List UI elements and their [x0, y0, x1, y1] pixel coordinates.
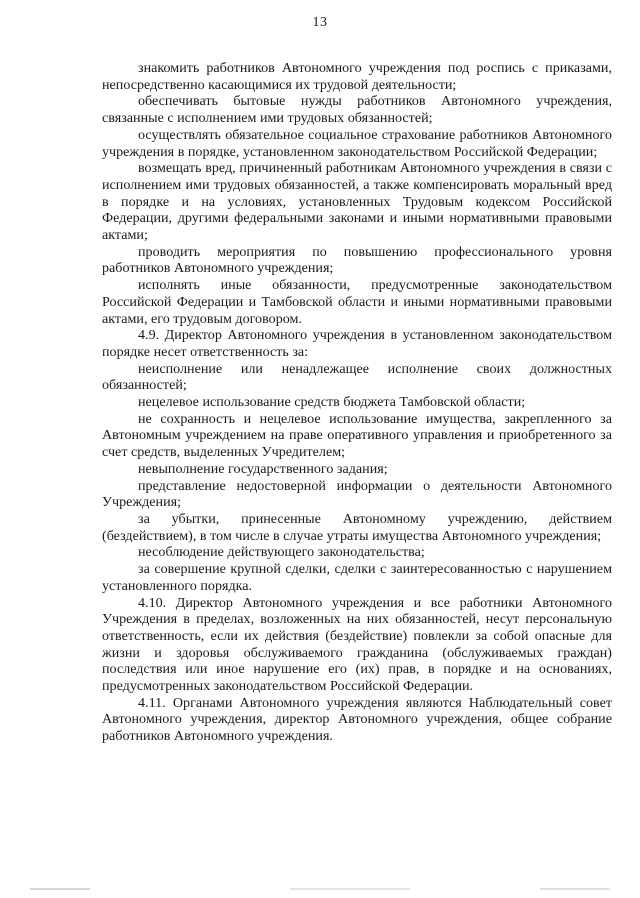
page-number: 13 [312, 15, 328, 30]
paragraph: за убытки, принесенные Автономному учреждению, действием (бездействием), в том числе в случае утраты имущества Автономного учреждения; [102, 510, 612, 544]
paragraph: обеспечивать бытовые нужды работников Автономного учреждения, связанные с исполнением ими трудовых обязанностей; [102, 93, 612, 127]
section-4-9-paragraph: 4.9. Директор Автономного учреждения в установленном законодательством порядке несет ответственность за: [102, 327, 612, 360]
paragraph: нецелевое использование средств бюджета Тамбовской области; [138, 394, 526, 411]
document-body [102, 60, 612, 745]
paragraph: несоблюдение действующего законодательства; [138, 544, 425, 561]
section-4-11-paragraph: 4.11. Органами Автономного учреждения являются Наблюдательный совет Автономного учреждения, директор Автономного учреждения, общее собрание работников Автономного учреждения. [102, 694, 612, 745]
paragraph: проводить мероприятия по повышению профессионального уровня работников Автономного учреждения; [102, 243, 612, 277]
paragraph: невыполнение государственного задания; [138, 460, 388, 477]
paragraph: неисполнение или ненадлежащее исполнение своих должностных обязанностей; [102, 360, 612, 394]
paragraph: осуществлять обязательное социальное страхование работников Автономного учреждения в порядке, установленном законодательством Российской Федерации; [102, 126, 612, 160]
paragraph: не сохранность и нецелевое использование имущества, закрепленного за Автономным учреждением на праве оперативного управления и приобретенного за счет средств, выделенных Учредителем; [102, 410, 612, 461]
section-4-10-paragraph: 4.10. Директор Автономного учреждения и все работники Автономного Учреждения в пределах, возложенных на них обязанностей, несут персональную ответственность, если их действия (бездействие) повлекли за собой опасные для жизни и здоровья обслуживаемого гражданина (обслуживаемых граждан) последствия или иное нарушение его (их) прав, в порядке и на основаниях, предусмотренных законодательством Российской Федерации. [102, 594, 612, 695]
scan-artifact [30, 888, 90, 890]
scan-artifact [290, 888, 410, 890]
paragraph: возмещать вред, причиненный работникам Автономного учреждения в связи с исполнением ими трудовых обязанностей, а также компенсировать моральный вред в порядке и на условиях, установленных Трудовым кодексом Российской Федерации, другими федеральными законами и иными нормативными правовыми актами; [102, 160, 612, 244]
paragraph: за совершение крупной сделки, сделки с заинтересованностью с нарушением установленного порядка. [102, 561, 612, 594]
paragraph: представление недостоверной информации о деятельности Автономного Учреждения; [102, 477, 612, 511]
paragraph: исполнять иные обязанности, предусмотренные законодательством Российской Федерации и Тамбовской области и иными нормативными правовыми актами, его трудовым договором. [102, 277, 612, 327]
paragraph: знакомить работников Автономного учреждения под роспись с приказами, непосредственно касающимися их трудовой деятельности; [102, 60, 612, 93]
scan-artifact [540, 888, 610, 890]
